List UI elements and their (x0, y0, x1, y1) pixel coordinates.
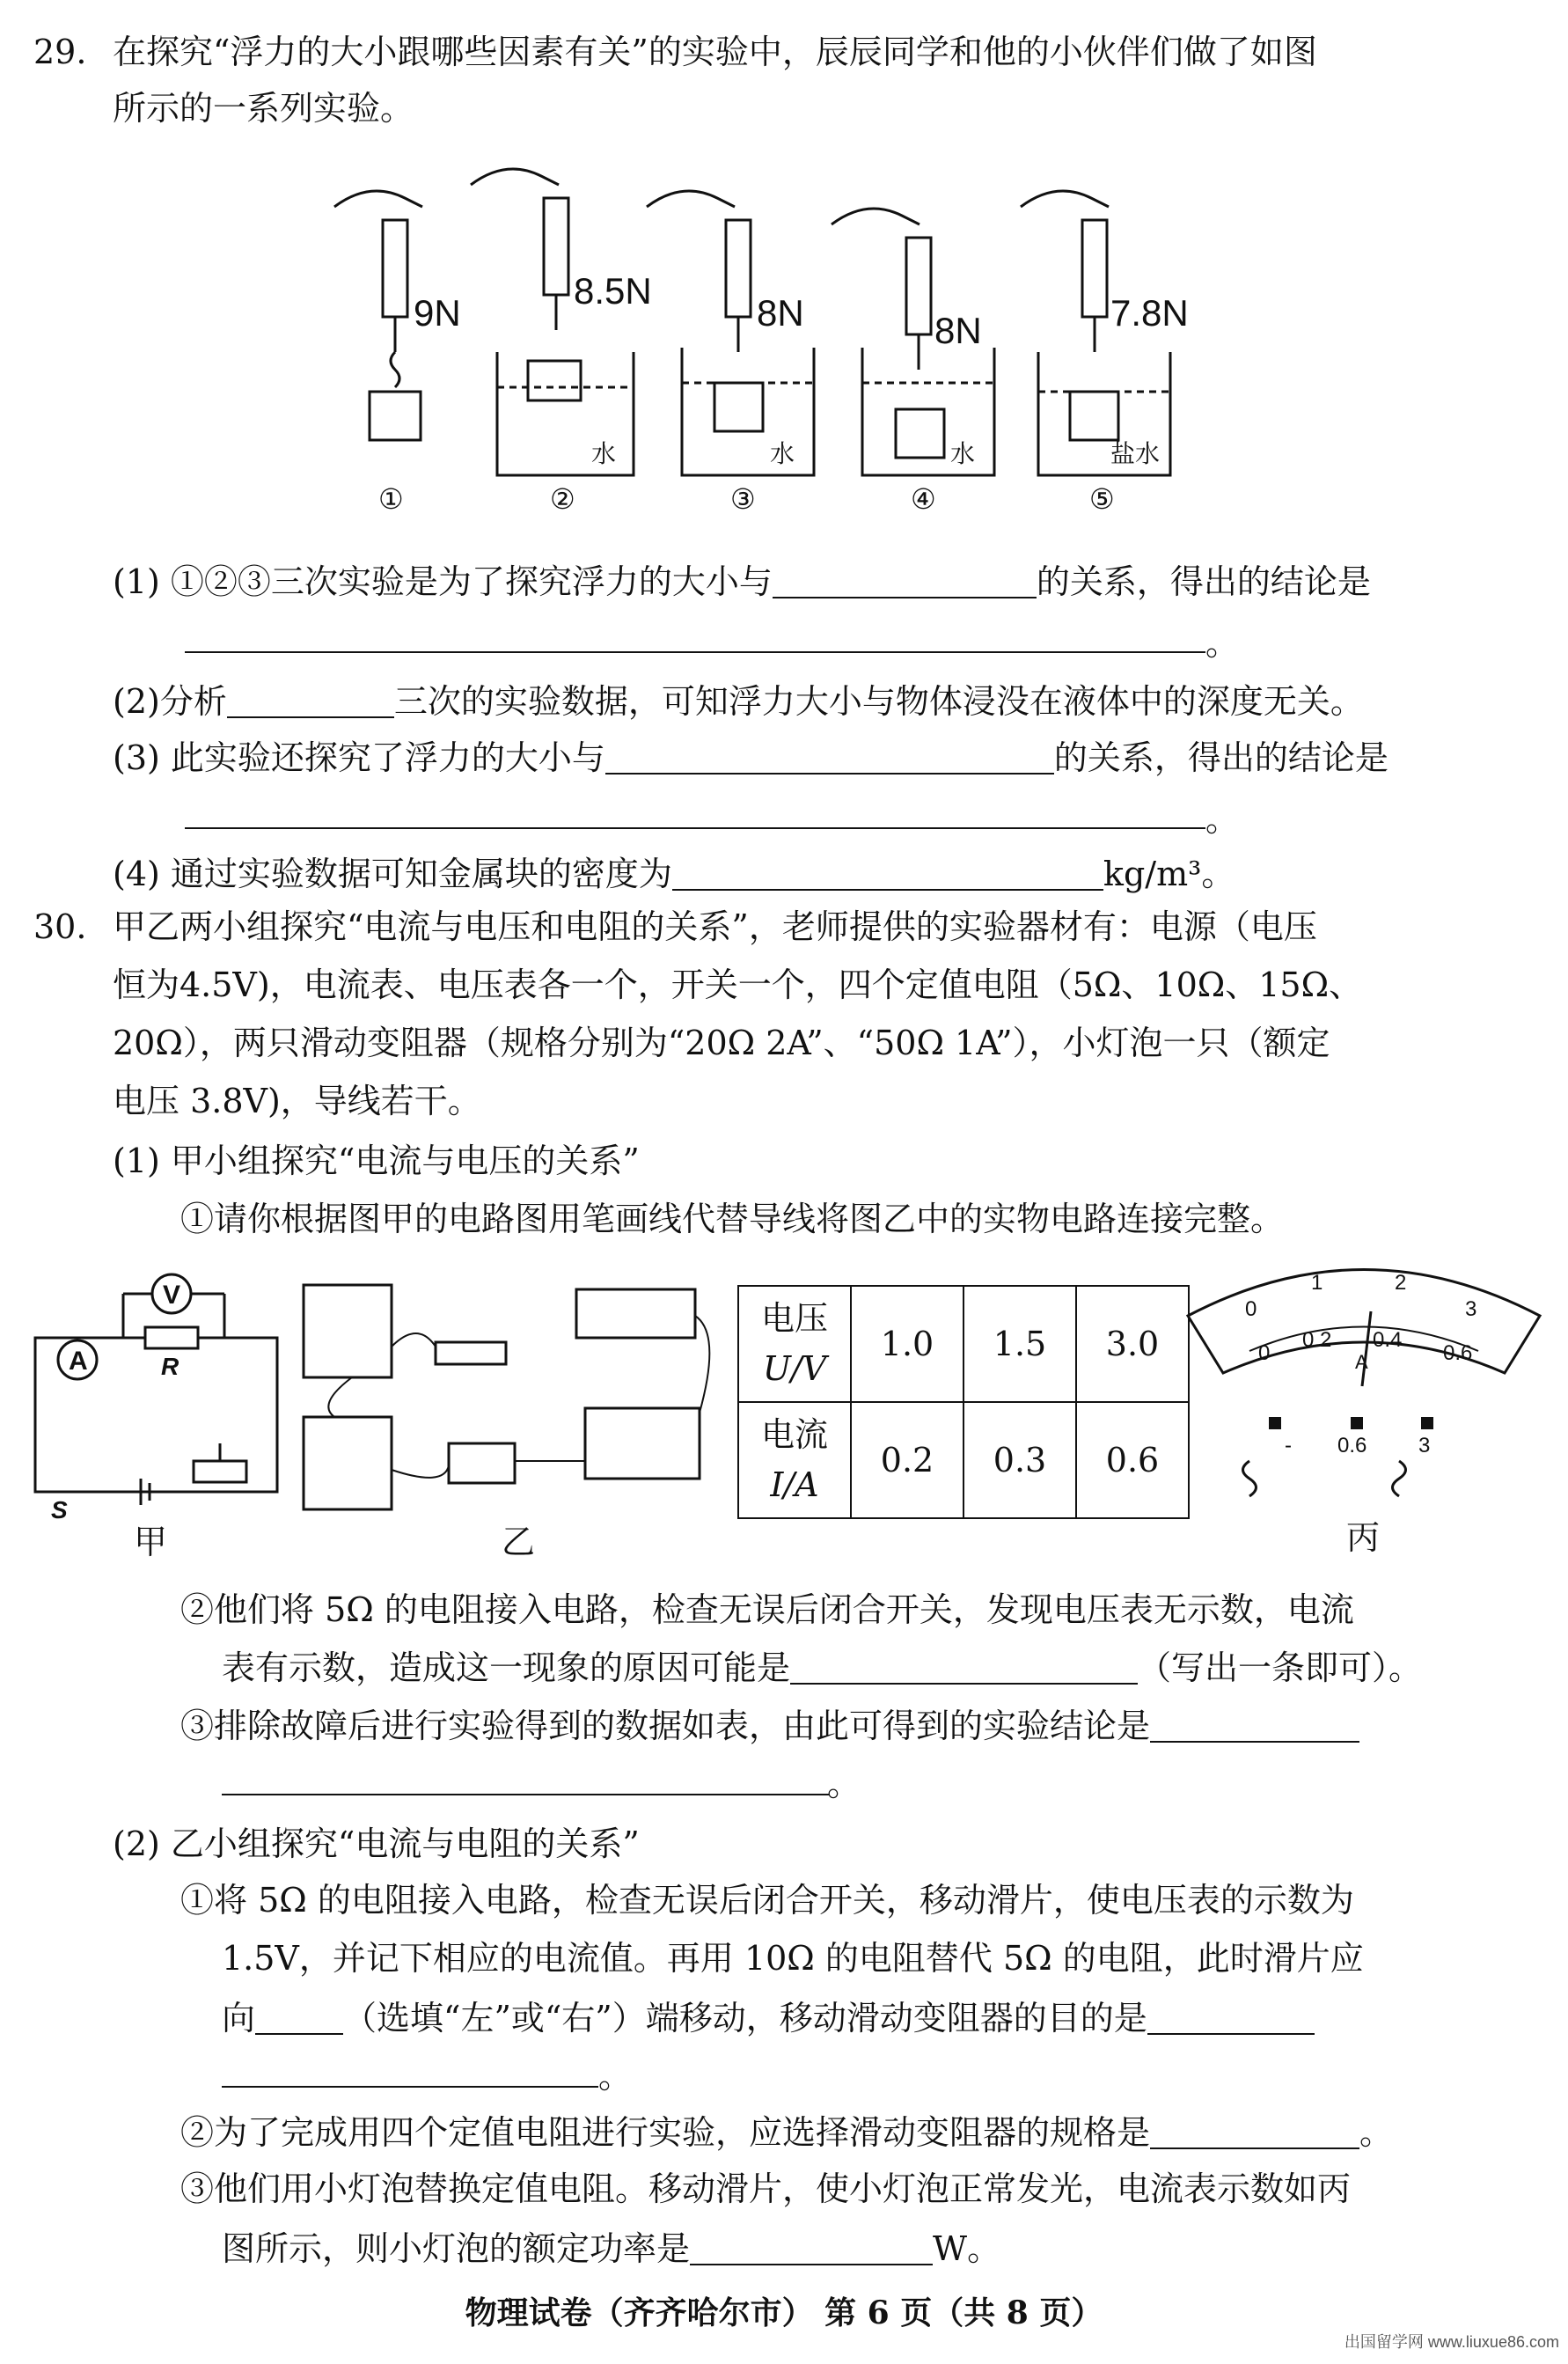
needle (1362, 1311, 1371, 1386)
q30-g2-q3-blank[interactable] (690, 2230, 933, 2265)
q30-g2-q1-text-c1: 向 (222, 1999, 256, 2037)
q30-g1-q2-blank[interactable] (790, 1649, 1138, 1685)
q29-stem-line1: 在探究“浮力的大小跟哪些因素有关”的实验中，辰辰同学和他的小伙伴们做了如图 (113, 33, 1317, 71)
bottom-scale-0.2: 0.2 (1302, 1328, 1332, 1352)
q30-g2-q3-text-b: 图所示，则小灯泡的额定功率是 (222, 2229, 691, 2268)
q30-g1-q3-period: 。 (827, 1765, 861, 1803)
top-scale-1: 1 (1311, 1271, 1323, 1295)
reading-1: 9N (414, 292, 461, 334)
table-cell: 0.6 (1076, 1402, 1189, 1518)
q29-p1-text-b: 的关系，得出的结论是 (1036, 562, 1371, 601)
q30-group1-title: (1) 甲小组探究“电流与电压的关系” (113, 1142, 640, 1180)
q30-g2-q2-blank[interactable] (1150, 2114, 1359, 2149)
q30-number: 30. (33, 907, 87, 946)
caption-4: ④ (911, 482, 936, 516)
q30-g1-q3-blank-2[interactable] (222, 1794, 829, 1795)
liquid-label-3: 水 (770, 439, 795, 468)
q30-g1-q3-text: ③排除故障后进行实验得到的数据如表，由此可得到的实验结论是 (180, 1707, 1151, 1745)
meter-V-label: V (163, 1281, 181, 1310)
row1-label: 电压 (760, 1299, 828, 1338)
terminal-label-3: 3 (1418, 1434, 1431, 1457)
q30-g2-q1-period: 。 (598, 2057, 633, 2096)
table-cell: 1.0 (851, 1286, 964, 1402)
dial-unit: A (1355, 1351, 1368, 1373)
terminal-label-neg: - (1285, 1434, 1292, 1457)
q30-g2-q3-unit: W。 (933, 2229, 1001, 2268)
watermark-text: 出国留学网 www.liuxue86.com (1344, 2333, 1559, 2351)
q29-p2-text-a: (2)分析 (113, 682, 227, 721)
caption-1: ① (378, 482, 404, 516)
q30-g2-q1-blank-purpose-2[interactable] (222, 2086, 598, 2088)
top-scale-0: 0 (1245, 1297, 1257, 1321)
q30-g2-q1-line2: 1.5V，并记下相应的电流值。再用 10Ω 的电阻替代 5Ω 的电阻，此时滑片应 (222, 1939, 1364, 1978)
top-scale-3: 3 (1465, 1297, 1477, 1321)
q30-g2-q1-blank-purpose-1[interactable] (1147, 2000, 1315, 2035)
q30-g2-q2-period: 。 (1359, 2113, 1394, 2152)
q30-g1-q2-line1: ②他们将 5Ω 的电阻接入电路，检查无误后闭合开关，发现电压表无示数，电流 (180, 1590, 1354, 1629)
terminal-3 (1421, 1417, 1433, 1429)
q29-p1-period: 。 (1205, 624, 1240, 663)
reading-3: 8N (757, 292, 804, 334)
table-cell: 0.2 (851, 1402, 964, 1518)
caption-5: ⑤ (1089, 482, 1115, 516)
q30-g1-q3-blank-1[interactable] (1150, 1707, 1359, 1743)
terminal-0.6 (1351, 1417, 1363, 1429)
fig-label-jia: 甲 (134, 1523, 168, 1561)
q30-group1-q1: ①请你根据图甲的电路图用笔画线代替导线将图乙中的实物电路连接完整。 (180, 1200, 1285, 1238)
reading-2: 8.5N (574, 270, 652, 312)
reading-4: 8N (934, 310, 982, 351)
q30-g1-q2-text-c: （写出一条即可）。 (1138, 1648, 1423, 1687)
row2-unit: I/A (770, 1465, 819, 1504)
q29-p4-unit: kg/m³。 (1103, 855, 1235, 893)
page-footer: 物理试卷（齐齐哈尔市） 第 6 页（共 8 页） (465, 2294, 1103, 2331)
reading-5: 7.8N (1110, 292, 1189, 334)
q29-p4-text: (4) 通过实验数据可知金属块的密度为 (113, 855, 672, 893)
bottom-scale-0.6: 0.6 (1443, 1341, 1473, 1365)
bottom-scale-0.4: 0.4 (1373, 1328, 1403, 1352)
q29-number: 29. (33, 33, 87, 71)
fig-label-bing: 丙 (1346, 1518, 1381, 1557)
row1-unit: U/V (762, 1349, 827, 1388)
fig-label-yi: 乙 (502, 1523, 536, 1561)
q30-stem-line4: 电压 3.8V)，导线若干。 (113, 1082, 481, 1120)
caption-3: ③ (730, 482, 756, 516)
switch-S-label: S (51, 1496, 68, 1523)
q30-stem-line3: 20Ω），两只滑动变阻器（规格分别为“20Ω 2A”、“50Ω 1A”），小灯泡一只（额定 (113, 1024, 1330, 1062)
q29-p2-text-b: 三次的实验数据，可知浮力大小与物体浸没在液体中的深度无关。 (393, 682, 1364, 721)
q30-g2-q2-text: ②为了完成用四个定值电阻进行实验，应选择滑动变阻器的规格是 (180, 2113, 1151, 2152)
resistor-R-label: R (161, 1353, 180, 1380)
q29-p3-text-a: (3) 此实验还探究了浮力的大小与 (113, 738, 605, 777)
q30-g2-q3-line1: ③他们用小灯泡替换定值电阻。移动滑片，使小灯泡正常发光，电流表示数如丙 (180, 2169, 1352, 2208)
bottom-scale-0: 0 (1258, 1341, 1271, 1365)
q30-group2-title: (2) 乙小组探究“电流与电阻的关系” (113, 1824, 640, 1863)
q30-stem-line1: 甲乙两小组探究“电流与电压和电阻的关系”，老师提供的实验器材有：电源（电压 (113, 907, 1317, 946)
q30-g1-q2-text-b: 表有示数，造成这一现象的原因可能是 (222, 1648, 791, 1687)
q29-p1-text-a: (1) ①②③三次实验是为了探究浮力的大小与 (113, 562, 773, 601)
top-scale-2: 2 (1395, 1271, 1407, 1295)
q30-g2-q1-line1: ①将 5Ω 的电阻接入电路，检查无误后闭合开关，移动滑片，使电压表的示数为 (180, 1881, 1354, 1920)
liquid-label-2: 水 (591, 439, 617, 468)
q29-p3-period: 。 (1205, 800, 1240, 839)
q30-g2-q1-text-c2: （选填“左”或“右”）端移动，移动滑动变阻器的目的是 (343, 1999, 1147, 2037)
terminal-label-0.6: 0.6 (1337, 1434, 1367, 1457)
table-cell: 1.5 (964, 1286, 1076, 1402)
liquid-label-4: 水 (950, 439, 976, 468)
meter-A-label: A (69, 1347, 88, 1376)
caption-2: ② (550, 482, 575, 516)
terminal-neg (1269, 1417, 1281, 1429)
row2-label: 电流 (760, 1415, 828, 1454)
table-cell: 0.3 (964, 1402, 1076, 1518)
q29-p3-text-b: 的关系，得出的结论是 (1053, 738, 1388, 777)
q30-stem-line2: 恒为4.5V)，电流表、电压表各一个，开关一个，四个定值电阻（5Ω、10Ω、15Ω、 (113, 965, 1363, 1004)
table-cell: 3.0 (1076, 1286, 1189, 1402)
q29-stem-line2: 所示的一系列实验。 (113, 89, 414, 128)
liquid-label-5: 盐水 (1110, 439, 1161, 468)
q30-g2-q1-blank-direction[interactable] (255, 2000, 343, 2035)
